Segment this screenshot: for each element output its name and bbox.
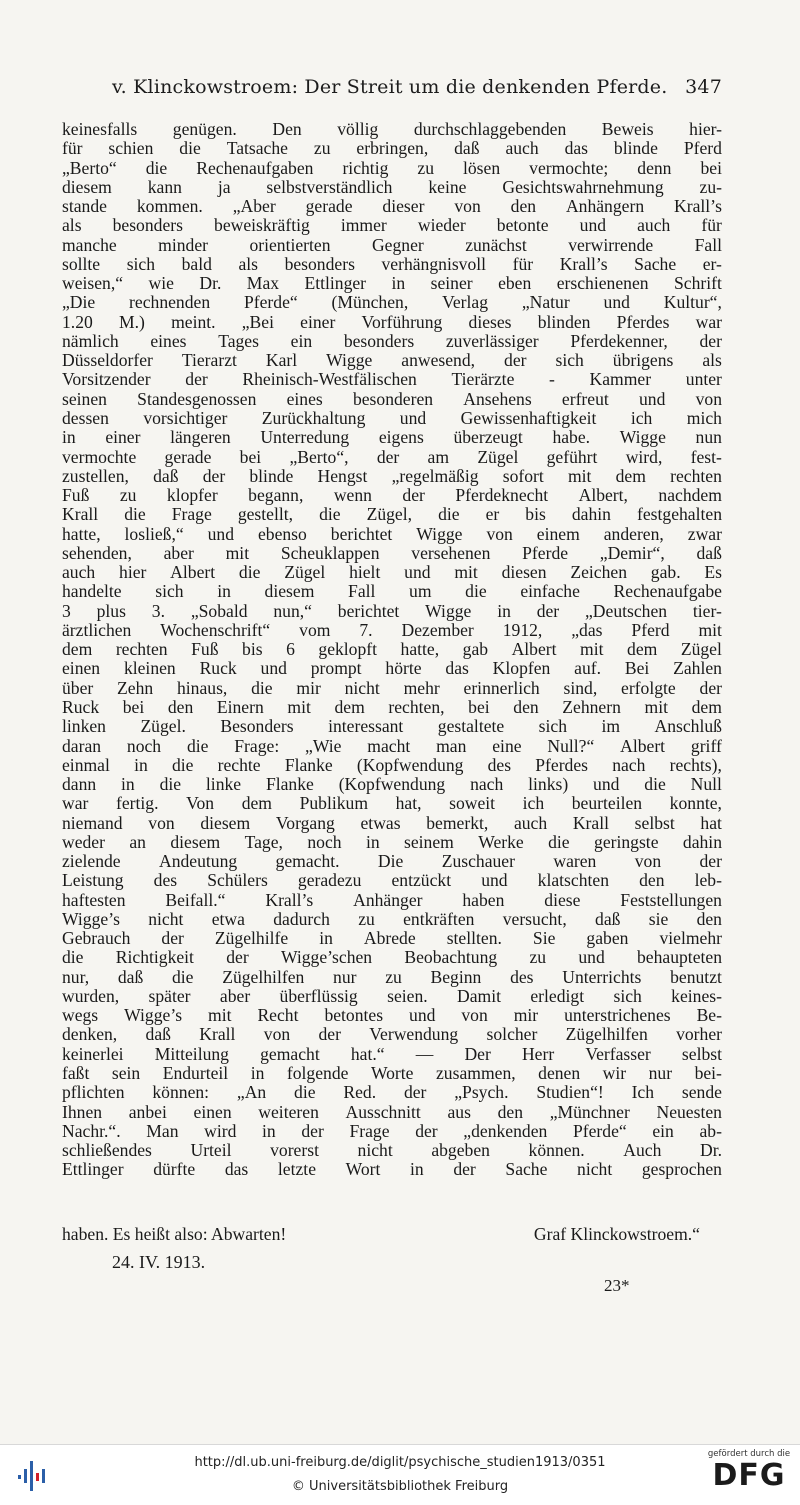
text-line: sollte sich bald als besonders verhängnisvoll für Krall’s Sache er- <box>62 254 722 274</box>
text-line: Wigge’s nicht etwa dadurch zu entkräften versucht, daß sie den <box>62 909 722 929</box>
dfg-logo: DFG <box>712 1458 786 1493</box>
text-line: Leistung des Schülers geradezu entzückt und klatschten den leb- <box>62 871 722 891</box>
running-title: v. Klinckowstroem: Der Streit um die denkenden Pferde. <box>112 76 668 98</box>
text-line: schließendes Urteil vorerst nicht abgeben können. Auch Dr. <box>62 1141 722 1161</box>
text-line: auch hier Albert die Zügel hielt und mit diesen Zeichen gab. Es <box>62 563 722 583</box>
text-line: Vorsitzender der Rheinisch-Westfälischen Tierärzte - Kammer unter <box>62 370 722 390</box>
text-line: Krall die Frage gestellt, die Zügel, die er bis dahin festgehalten <box>62 505 722 525</box>
text-line: dessen vorsichtiger Zurückhaltung und Gewissenhaftigkeit ich mich <box>62 408 722 428</box>
dfg-caption: gefördert durch die <box>707 1449 791 1459</box>
text-line: Gebrauch der Zügelhilfe in Abrede stellten. Sie gaben vielmehr <box>62 929 722 949</box>
text-line: Düsseldorfer Tierarzt Karl Wigge anwesend, der sich übrigens als <box>62 351 722 371</box>
text-line: dem rechten Fuß bis 6 geklopft hatte, gab Albert mit dem Zügel <box>62 640 722 660</box>
text-line: faßt sein Endurteil in folgende Worte zusammen, denen wir nur bei- <box>62 1064 722 1084</box>
text-line: wurden, später aber überflüssig seien. Damit erledigt sich keines- <box>62 986 722 1006</box>
text-line: niemand von diesem Vorgang etwas bemerkt, auch Krall selbst hat <box>62 813 722 833</box>
text-line: einmal in die rechte Flanke (Kopfwendung des Pferdes nach rechts), <box>62 755 722 775</box>
text-line: einen kleinen Ruck und prompt hörte das Klopfen auf. Bei Zahlen <box>62 659 722 679</box>
text-line: über Zehn hinaus, die mir nicht mehr erinnerlich sind, erfolgte der <box>62 678 722 698</box>
text-line: Ettlinger dürfte das letzte Wort in der Sache nicht gesprochen <box>62 1160 722 1180</box>
text-line: dann in die linke Flanke (Kopfwendung nach links) und die Null <box>62 775 722 795</box>
dfg-funding-badge <box>706 1449 792 1501</box>
text-line: weder an diesem Tage, noch in seinem Werke die geringste dahin <box>62 832 722 852</box>
text-line: wegs Wigge’s mit Recht betontes und von mir unterstrichenes Be- <box>62 1006 722 1026</box>
text-line: 1.20 M.) meint. „Bei einer Vorführung dieses blinden Pferdes war <box>62 312 722 332</box>
permalink-url[interactable]: http://dl.ub.uni-freiburg.de/diglit/psychische_studien1913/0351 <box>194 1455 606 1470</box>
text-line: war fertig. Von dem Publikum hat, soweit ich beurteilen konnte, <box>62 794 722 814</box>
text-line: die Richtigkeit der Wigge’schen Beobachtung zu und behaupteten <box>62 948 722 968</box>
letter-date: 24. IV. 1913. <box>112 1252 206 1272</box>
text-line: denken, daß Krall von der Verwendung solcher Zügelhilfen vorher <box>62 1025 722 1045</box>
text-line: linken Zügel. Besonders interessant gestaltete sich im Anschluß <box>62 717 722 737</box>
text-line: nur, daß die Zügelhilfen nur zu Beginn des Unterrichts benutzt <box>62 967 722 987</box>
text-line: diesem kann ja selbstverständlich keine Gesichtswahrnehmung zu- <box>62 177 722 197</box>
text-line: zustellen, daß der blinde Hengst „regelmäßig sofort mit dem rechten <box>62 466 722 486</box>
page-number: 347 <box>685 76 722 98</box>
text-line: keinesfalls genügen. Den völlig durchschlaggebenden Beweis hier- <box>62 120 722 139</box>
closing-text: haben. Es heißt also: Abwarten! <box>62 1224 287 1244</box>
text-line: „Berto“ die Rechenaufgaben richtig zu lösen vermochte; denn bei <box>62 158 722 178</box>
text-line: Ihnen anbei einen weiteren Ausschnitt aus den „Münchner Neuesten <box>62 1102 722 1122</box>
author-signature: Graf Klinckowstroem.“ <box>533 1224 700 1244</box>
text-line: daran noch die Frage: „Wie macht man eine Null?“ Albert griff <box>62 736 722 756</box>
closing-line <box>62 1224 722 1244</box>
copyright-notice: © Universitätsbibliothek Freiburg <box>291 1479 509 1494</box>
text-line: Ruck bei den Einern mit dem rechten, bei den Zehnern mit dem <box>62 697 722 717</box>
text-line: seinen Standesgenossen eines besonderen Ansehens erfreut und von <box>62 389 722 409</box>
text-line: manche minder orientierten Gegner zunächst verwirrende Fall <box>62 235 722 255</box>
text-line: ärztlichen Wochenschrift“ vom 7. Dezember 1912, „das Pferd mit <box>62 620 722 640</box>
text-line: nämlich eines Tages ein besonders zuverlässiger Pferdekenner, der <box>62 331 722 351</box>
running-header <box>112 76 722 98</box>
text-line: Nachr.“. Man wird in der Frage der „denkenden Pferde“ ein ab- <box>62 1121 722 1141</box>
text-line: haftesten Beifall.“ Krall’s Anhänger haben diese Feststellungen <box>62 890 722 910</box>
text-line: als besonders beweiskräftig immer wieder betonte und auch für <box>62 216 722 236</box>
text-line: vermochte gerade bei „Berto“, der am Zügel geführt wird, fest- <box>62 447 722 467</box>
text-line: für schien die Tatsache zu erbringen, daß auch das blinde Pferd <box>62 139 722 159</box>
text-line: stande kommen. „Aber gerade dieser von den Anhängern Krall’s <box>62 197 722 217</box>
text-line: 3 plus 3. „Sobald nun,“ berichtet Wigge in der „Deutschen tier- <box>62 601 722 621</box>
article-body <box>62 120 722 1180</box>
text-line: sehenden, aber mit Scheuklappen versehenen Pferde „Demir“, daß <box>62 543 722 563</box>
text-line: hatte, losließ,“ und ebenso berichtet Wigge von einem anderen, zwar <box>62 524 722 544</box>
text-line: in einer längeren Unterredung eigens überzeugt habe. Wigge nun <box>62 428 722 448</box>
text-line: pflichten können: „An die Red. der „Psych. Studien“! Ich sende <box>62 1083 722 1103</box>
text-line: keinerlei Mitteilung gemacht hat.“ — Der Herr Verfasser selbst <box>62 1044 722 1064</box>
text-line: handelte sich in diesem Fall um die einfache Rechenaufgabe <box>62 582 722 602</box>
printer-signature-mark: 23* <box>604 1276 630 1295</box>
text-line: zielende Andeutung gemacht. Die Zuschauer waren von der <box>62 852 722 872</box>
text-line: weisen,“ wie Dr. Max Ettlinger in seiner eben erschienenen Schrift <box>62 274 722 294</box>
text-line: „Die rechnenden Pferde“ (München, Verlag „Natur und Kultur“, <box>62 293 722 313</box>
text-line: Fuß zu klopfer begann, wenn der Pferdeknecht Albert, nachdem <box>62 486 722 506</box>
viewer-footer <box>0 1444 800 1505</box>
